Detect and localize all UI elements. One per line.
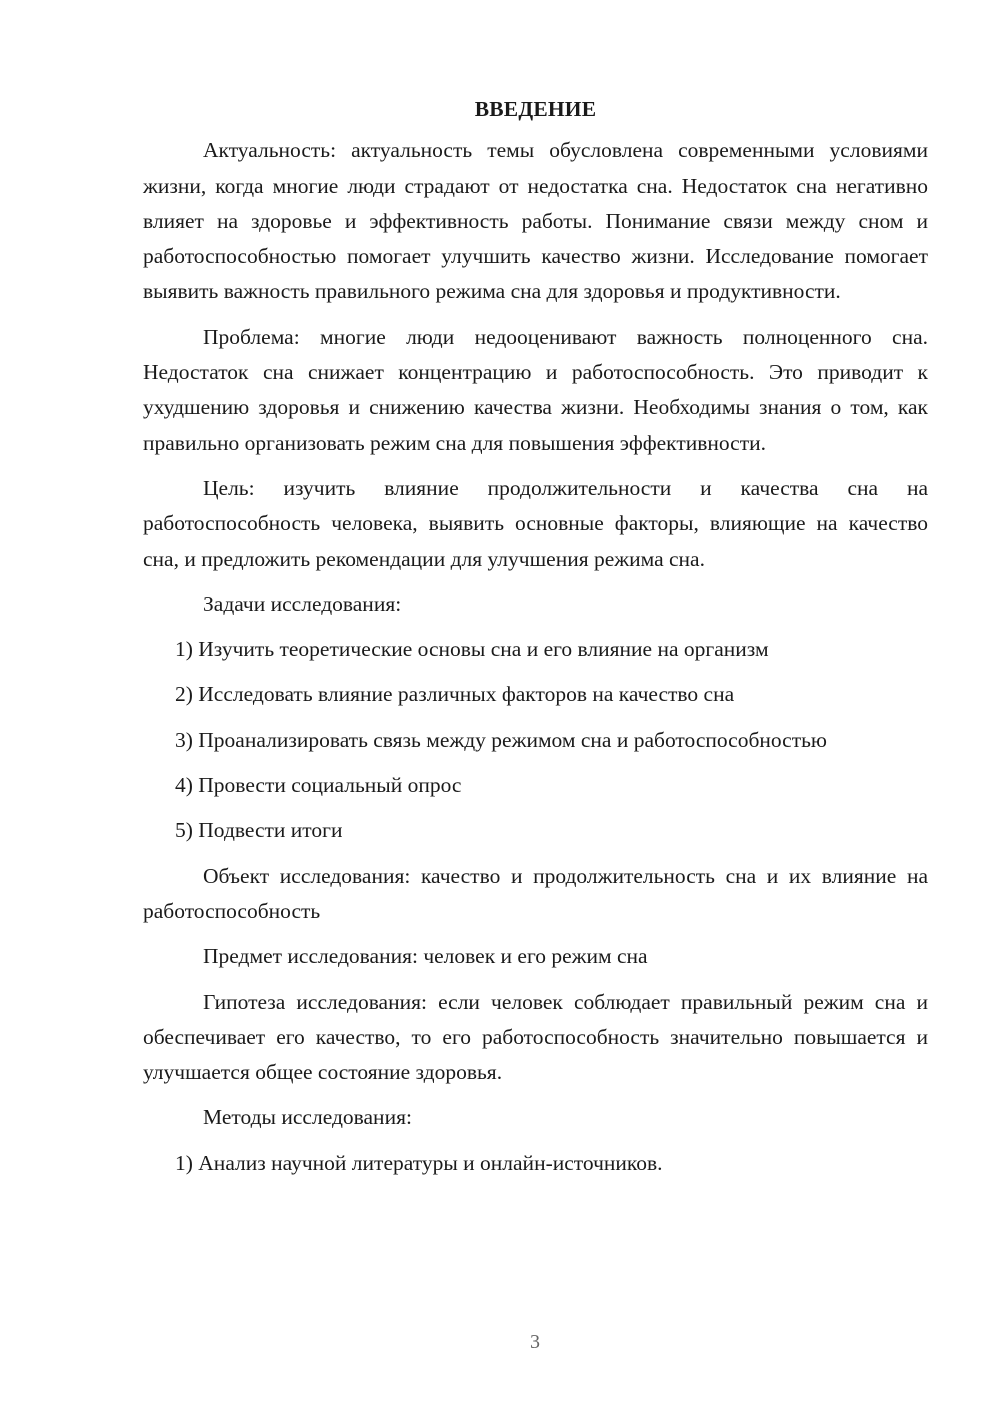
paragraph-object: Объект исследования: качество и продолжительность сна и их влияние на работоспособность xyxy=(143,863,928,923)
document-page xyxy=(143,92,928,1191)
paragraph-hypothesis: Гипотеза исследования: если человек соблюдает правильный режим сна и обеспечивает его качество, то его работоспособность значительно повышается и улучшается общее состояние здоровья. xyxy=(143,989,928,1085)
task-item: 1) Изучить теоретические основы сна и его влияние на организм xyxy=(175,637,769,662)
task-item: 3) Проанализировать связь между режимом сна и работоспособностью xyxy=(175,727,827,752)
paragraph-subject: Предмет исследования: человек и его режим сна xyxy=(203,944,648,969)
paragraph-goal: Цель: изучить влияние продолжительности и качества сна на работоспособность человека, выявить основные факторы, влияющие на качество сна, и предложить рекомендации для улучшения режима сна. xyxy=(143,475,928,571)
task-item: 5) Подвести итоги xyxy=(175,818,343,843)
page-title: ВВЕДЕНИЕ xyxy=(474,97,597,121)
task-item: 4) Провести социальный опрос xyxy=(175,773,462,798)
methods-heading: Методы исследования: xyxy=(203,1105,412,1130)
paragraph-relevance: Актуальность: актуальность темы обусловлена современными условиями жизни, когда многие люди страдают от недостатка сна. Недостаток сна негативно влияет на здоровье и эффективность работы. Понимание связи между сном и работоспособностью помогает улучшить качество жизни. Исследование помогает выявить важность правильного режима сна для здоровья и продуктивности. xyxy=(143,138,928,304)
method-item: 1) Анализ научной литературы и онлайн-источников. xyxy=(175,1150,663,1175)
task-item: 2) Исследовать влияние различных факторов на качество сна xyxy=(175,682,735,707)
paragraph-problem: Проблема: многие люди недооценивают важность полноценного сна. Недостаток сна снижает концентрацию и работоспособность. Это приводит к ухудшению здоровья и снижению качества жизни. Необходимы знания о том, как правильно организовать режим сна для повышения эффективности. xyxy=(143,324,928,455)
page-number: 3 xyxy=(530,1331,540,1353)
tasks-heading: Задачи исследования: xyxy=(203,591,402,616)
